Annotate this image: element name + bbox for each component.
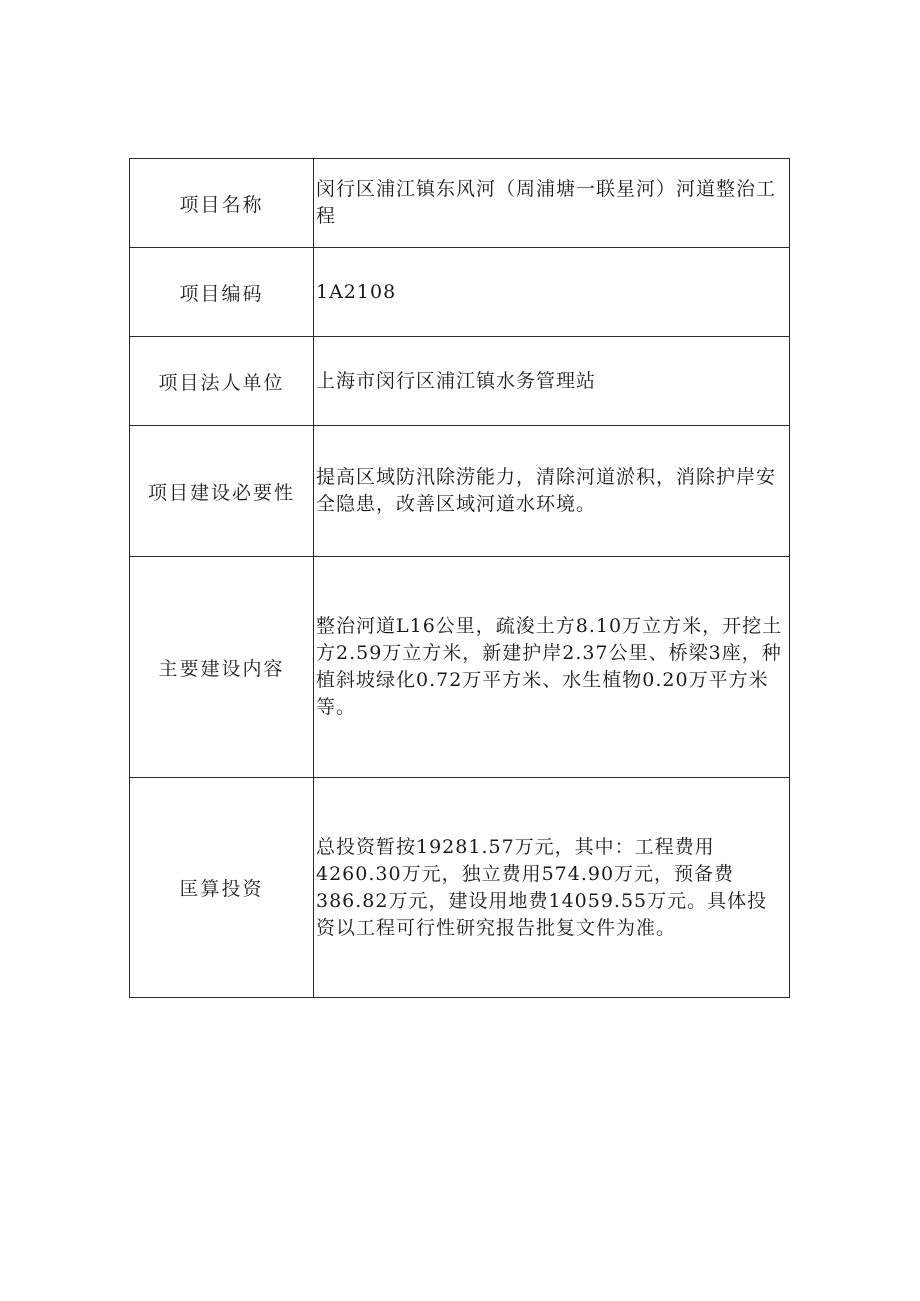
table-row — [130, 159, 790, 248]
row-value-project-name: 闵行区浦江镇东风河（周浦塘一联星河）河道整治工程 — [314, 159, 790, 248]
row-label-necessity: 项目建设必要性 — [130, 426, 314, 557]
row-label-legal-entity: 项目法人单位 — [130, 337, 314, 426]
row-value-main-content: 整治河道L16公里，疏浚土方8.10万立方米，开挖土方2.59万立方米，新建护岸2.37公里、桥梁3座，种植斜坡绿化0.72万平方米、水生植物0.20万平方米等。 — [314, 557, 790, 778]
row-label-project-name: 项目名称 — [130, 159, 314, 248]
row-label-investment: 匡算投资 — [130, 778, 314, 998]
table-row — [130, 557, 790, 778]
row-label-project-code: 项目编码 — [130, 248, 314, 337]
table-row — [130, 248, 790, 337]
table-row — [130, 337, 790, 426]
table-row — [130, 778, 790, 998]
row-value-investment: 总投资暂按19281.57万元，其中：工程费用4260.30万元，独立费用574.90万元，预备费386.82万元，建设用地费14059.55万元。具体投资以工程可行性研究报告批复文件为准。 — [314, 778, 790, 998]
project-info-table — [129, 158, 790, 998]
row-label-main-content: 主要建设内容 — [130, 557, 314, 778]
row-value-necessity: 提高区域防汛除涝能力，清除河道淤积，消除护岸安全隐患，改善区域河道水环境。 — [314, 426, 790, 557]
project-info-sheet — [129, 158, 790, 998]
row-value-legal-entity: 上海市闵行区浦江镇水务管理站 — [314, 337, 790, 426]
row-value-project-code: 1A2108 — [314, 248, 790, 337]
table-row — [130, 426, 790, 557]
